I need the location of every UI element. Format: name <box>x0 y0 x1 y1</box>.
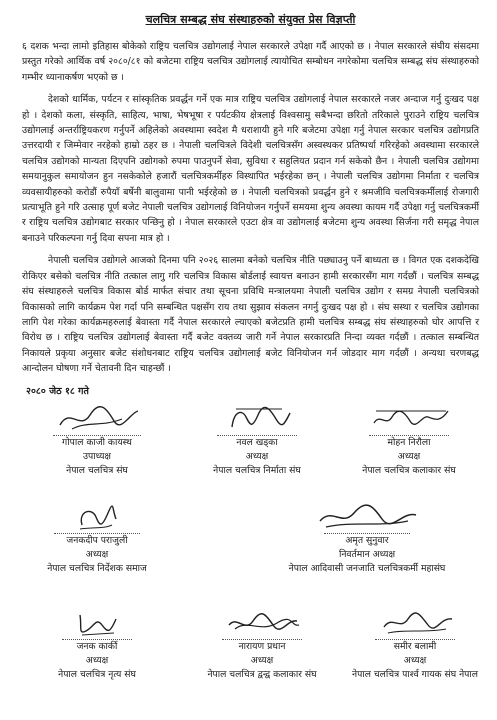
signatory-role: अध्यक्ष <box>403 654 427 666</box>
signatory-name: जनकदीप पराजुली <box>66 534 128 546</box>
signatory-org: नेपाल चलचित्र संघ <box>66 464 128 476</box>
signature-janakdeep <box>52 501 142 533</box>
signature-janak <box>52 607 142 639</box>
signatory-6 <box>22 607 172 682</box>
document-title: चलचित्र सम्बद्ध संघ संस्थाहरुको संयुक्त प्रेस विज्ञप्ती <box>145 13 356 26</box>
signatory-role: उपाध्यक्ष <box>82 450 111 462</box>
signatory-org: नेपाल चलचित्र नृत्य संघ <box>58 668 136 680</box>
signatory-role: निवर्तमान अध्यक्ष <box>338 548 396 560</box>
signatory-name: मोहन निरौला <box>387 436 431 448</box>
signatory-org: नेपाल चलचित्र कलाकार संघ <box>362 464 456 476</box>
paragraph-3: नेपाली चलचित्र उद्योगले आजको दिनमा पनि २०२६ सालमा बनेको चलचित्र नीति पछ्याउनु पर्ने बाध्यता छ । विगत एक दशकदेखि रोकिएर बसेको चलचित्र नीति तत्काल लागु गरि चलचित्र विकास बोर्डलाई स्वायत्त बनाउन हामी सरकारसँग माग गर्दछौं । चलचित्र सम्बद्ध संघ संस्थाहरुले चलचित्र विकास बोर्ड मार्फत संचार तथा सूचना प्रविधि मन्त्रालयमा नेपाली चलचित्र उद्योग र समग्र नेपाली चलचित्रको विकासको लागि कार्यक्रम पेश गर्दा पनि सम्बन्धित पक्षसँग राय तथा सुझाव संकलन नगर्नु दुःखद पक्ष हो । संघ सस्था र चलचित्र उद्योगका लागि पेश गरेका कार्यक्रमहरुलाई बेवास्ता गर्दै नेपाल सरकारले ल्याएको बजेटप्रति हामी चलचित्र सम्बद्ध संघ संस्थाहरुको घोर आपत्ति र विरोध छ । राष्ट्रिय चलचित्र उद्योगलाई बेवास्ता गर्दै बजेट वक्तव्य जारी गर्ने नेपाल सरकारप्रति निन्दा व्यक्त गर्दछौं । तत्काल सम्बन्धित निकायले प्रकृया अनुसार बजेट संशोधनबाट राष्ट्रिय चलचित्र उद्योगलाई बजेट विनियोजन गर्न जोडदार माग गर्दछौं । अन्यथा चरणबद्ध आन्दोलन घोषणा गर्ने चेतावनी दिन चाहन्छौं । <box>22 255 479 375</box>
signatory-4 <box>22 501 172 576</box>
signature-nawal <box>212 403 302 435</box>
signatory-name: नारायण प्रधान <box>238 640 286 652</box>
signatory-role: अध्यक्ष <box>245 450 269 462</box>
signatory-org: नेपाल चलचित्र पार्श्व गायक संघ नेपाल <box>352 668 478 680</box>
paragraph-2: देशको धार्मिक, पर्यटन र सांस्कृतिक प्रवर्द्धन गर्ने एक मात्र राष्ट्रिय चलचित्र उद्योगलाई नेपाल सरकारले नजर अन्दाज गर्नु दुःखद पक्ष हो । देशको कला, संस्कृति, साहित्य, भाषा, भेषभूषा र पर्यटकीय क्षेत्रलाई विश्वसामु सबैभन्दा छरितो तरिकाले पुराउने राष्ट्रिय चलचित्र उद्योगलाई अन्तर्राष्ट्रियकरण गर्नुपर्ने अहिलेको अवस्थामा स्वदेश मै धराशायी हुने गरि बजेटमा उपेक्षा गर्नु नेपाल सरकार चलचित्र उद्योगप्रति उत्तरदायी र जिम्मेवार नरहेको हाम्रो ठहर छ । नेपाली चलचित्रले विदेशी चलचित्रसँग अस्वस्थकर प्रतिष्पर्धा गरिरहेको अवस्थामा सरकारले चलचित्र उद्योगको मान्यता दिएपनि उद्योगको रुपमा पाउनुपर्ने सेवा, सुविधा र सहुलियत प्रदान गर्न सकेको छैन । नेपाली चलचित्र उद्योगमा समयानुकुल समायोजन हुन नसकेकोले हजारौं चलचित्रकर्मीहरु विस्थापित भईरहेका छन् । नेपाली चलचित्र उद्योगमा निर्माता र चलचित्र व्यवसायीहरुको करोडौं रुपैयाँ बर्षेनी बालुवामा पानी भईरहेको छ । नेपाली चलचित्रको प्रवर्द्धन हुने र श्रमजीवि चलचित्रकर्मीलाई रोजगारी प्रत्याभूति हुने गरि उत्साह पूर्ण बजेट नेपाली चलचित्र उद्योगलाई विनियोजन गर्नुपर्ने समयमा शुन्य अवस्था कायम गर्दै उपेक्षा गर्नु चलचित्रकर्मी र राष्ट्रिय चलचित्र उद्योगबाट सरकार पन्छिनु हो । नेपाल सरकारले एउटा क्षेत्र वा उद्योगलाई बजेटमा शुन्य अवस्था सिर्जना गरी समृद्ध नेपाल बनाउने परिकल्पना गर्नु दिवा सपना मात्र हो । <box>22 94 479 244</box>
signatory-org: नेपाल चलचित्र द्वन्द्व कलाकार संघ <box>207 668 317 680</box>
signatory-2 <box>182 403 332 478</box>
signatory-8 <box>340 607 490 682</box>
signatory-role: अध्यक्ष <box>85 654 109 666</box>
signature-amrit <box>312 501 422 533</box>
paragraph-1: ६ दशक भन्दा लामो इतिहास बोकेको राष्ट्रिय चलचित्र उद्योगलाई नेपाल सरकारले उपेक्षा गर्दै आएको छ । नेपाल सरकारले संघीय संसदमा प्रस्तुत गरेको आर्थिक वर्ष २०८०/८१ को बजेटमा राष्ट्रिय चलचित्र उद्योगलाई त्यायोचित सम्बोधन नगरेकोमा चलचित्र सम्बद्ध संघ संस्थाहरुको गम्भीर ध्यानाकर्षण भएको छ । <box>22 41 479 83</box>
signatory-5 <box>252 501 482 576</box>
signatory-org: नेपाल आदिवासी जनजाति चलचित्रकर्मी महासंघ <box>288 562 446 574</box>
signatory-7 <box>182 607 342 682</box>
signatory-name: समीर बलामी <box>393 640 437 652</box>
signatory-role: अध्यक्ष <box>250 654 274 666</box>
signatory-3 <box>334 403 484 478</box>
signatory-name: गोपाल काजी कायस्थ <box>62 436 132 448</box>
signatory-name: नवल खड्का <box>236 436 278 448</box>
signature-samir <box>370 607 460 639</box>
signatory-1 <box>22 403 172 478</box>
signatory-org: नेपाल चलचित्र निर्माता संघ <box>213 464 301 476</box>
signature-narayan <box>217 607 307 639</box>
signatory-name: अमृत सुनुवार <box>345 534 389 546</box>
signatory-role: अध्यक्ष <box>85 548 109 560</box>
signature-gopal <box>52 403 142 435</box>
signatory-name: जनक कार्की <box>76 640 118 652</box>
signature-mohan <box>364 403 454 435</box>
signatory-role: अध्यक्ष <box>397 450 421 462</box>
signatory-org: नेपाल चलचित्र निर्देशक समाज <box>47 562 147 574</box>
signatories-block <box>22 397 479 717</box>
document-date: २०८० जेठ १८ गते <box>26 385 89 397</box>
